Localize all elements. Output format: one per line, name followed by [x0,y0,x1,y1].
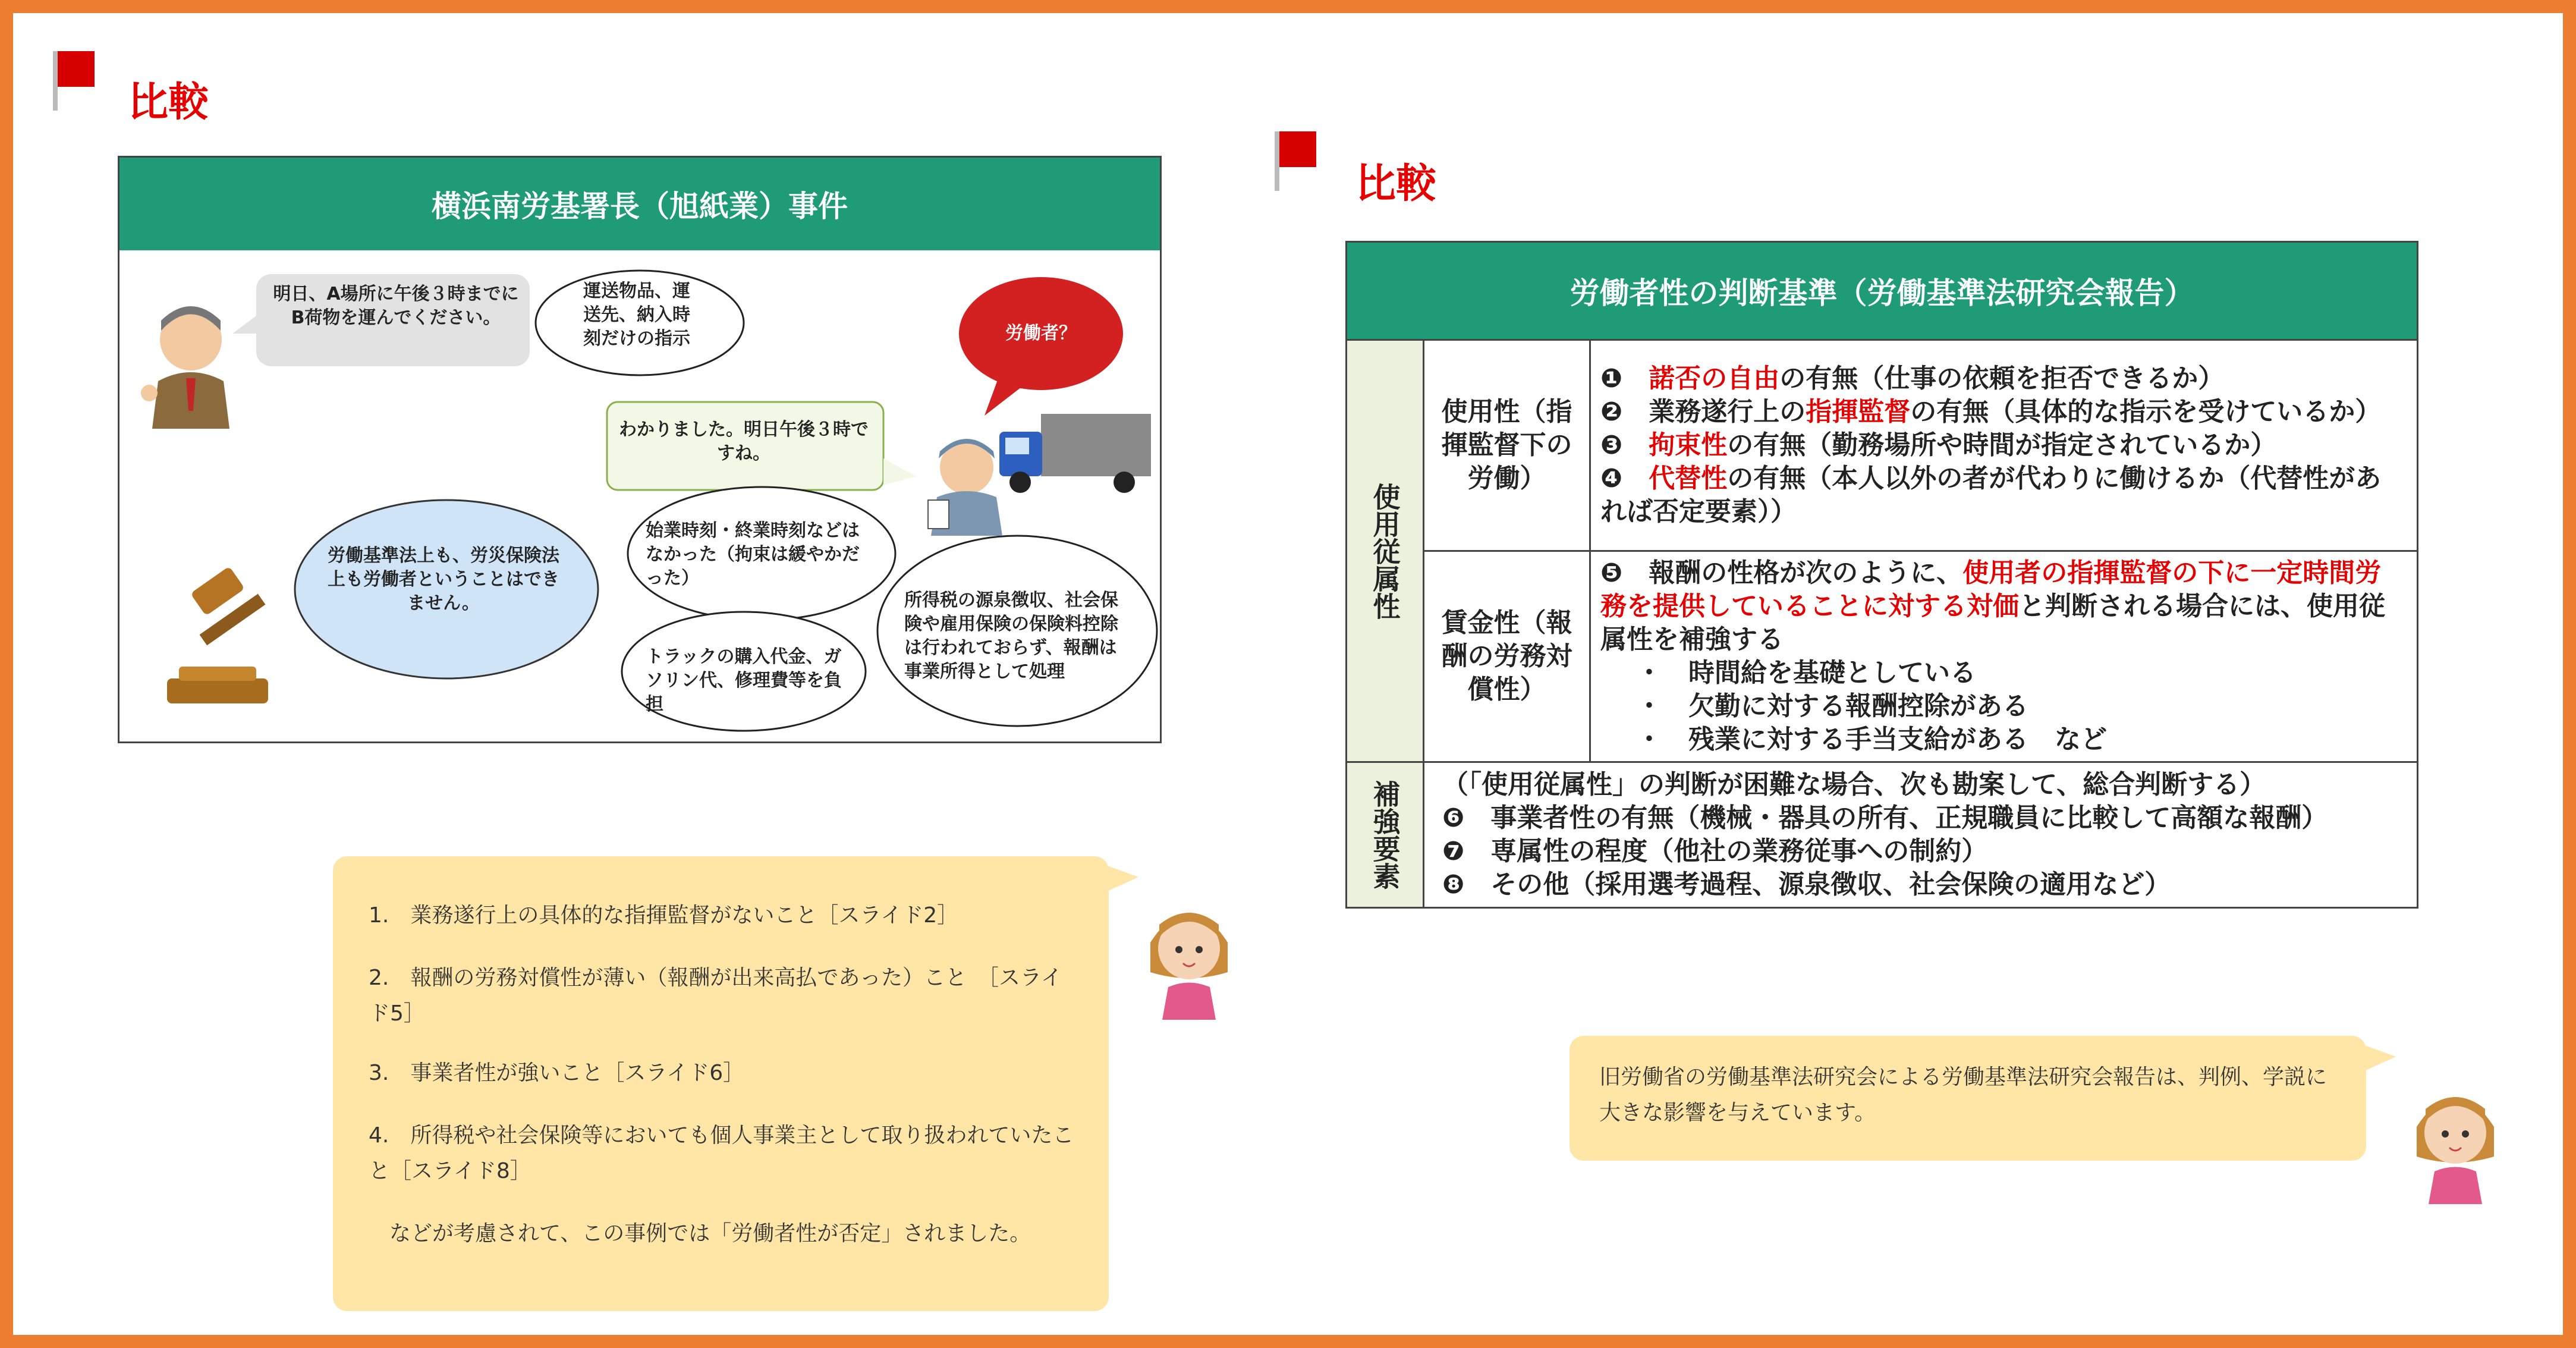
supp-item: ❽ その他（採用選考過程、源泉徴収、社会保険の適用など） [1442,869,2171,900]
supp-cell [1424,762,2418,908]
judgment-bubble-text: 労働基準法上も、労災保険法上も労働者ということはできません。 [328,545,559,614]
supp-item: ❼ 専属性の程度（他社の業務従事への制約） [1442,836,1988,866]
truck-cost-text: トラックの購入代金、ガソリン代、修理費等を負担 [646,646,842,715]
note-conclusion: などが考慮されて、この事例では「労働者性が否定」されました。 [389,1221,1031,1246]
left-note [333,856,1109,1311]
worker-question-text: 労働者？ [1005,323,1077,344]
flag-icon-right [1272,128,1320,193]
left-heading: 比較 [128,79,209,126]
girl-avatar-icon [1138,889,1240,1020]
note-item: 4. 所得税や社会保険等においても個人事業主として取り扱われていたこと［スライド8］ [369,1123,1074,1183]
supp-item: ❻ 事業者性の有無（機械・器具の所有、正規職員に比較して高額な報酬） [1442,803,2328,833]
instruction-bubble-text: 運送物品、運送先、納入時刻だけの指示 [583,281,690,349]
case-title: 横浜南労基署長（旭紙業）事件 [119,158,1160,250]
girl-avatar-icon-right [2405,1073,2506,1204]
note-tail [1106,865,1141,901]
wage-bullet: ・ 残業に対する手当支給がある など [1636,724,2107,755]
note-item: 3. 事業者性が強いこと［スライド6］ [369,1061,745,1085]
wage-bullet: ・ 欠勤に対する報酬控除がある [1636,691,2028,721]
usage-item: ❷ 業務遂行上の指揮監督の有無（具体的な指示を受けているか） [1600,397,2382,427]
truck-icon [999,414,1151,493]
wage-cell: ❺ 報酬の性格が次のように、使用者の指揮監督の下に一定時間労務を提供していることに対する対価と判断される場合には、使用従属性を補強する ・ 時間給を基礎としている ・ 欠勤に対する報酬控除がある ・ 残業に対する手当支給がある など [1590,551,2418,762]
wage-bullet: ・ 時間給を基礎としている [1636,658,1976,688]
note-tail-right [2363,1045,2399,1080]
tax-bubble-text: 所得税の源泉徴収、社会保険や雇用保険の保険料控除は行われておらず、報酬は事業所得として処理 [904,590,1118,682]
criteria-title: 労働者性の判断基準（労働基準法研究会報告） [1345,241,2418,341]
usage-item: ❹ 代替性の有無（本人以外の者が代わりに働けるか（代替性があれば否定要素）） [1600,463,2382,527]
right-note [1569,1036,2366,1161]
right-heading: 比較 [1355,161,1437,208]
boss-bubble-text: 明日、A場所に午後３時までにB荷物を運んでください。 [273,284,519,328]
usage-item: ❶ 諾否の自由の有無（仕事の依頼を拒否できるか） [1600,363,2225,394]
note-item: 1. 業務遂行上の具体的な指揮監督がないこと［スライド2］ [369,903,959,928]
working-hours-text: 始業時刻・終業時刻などはなかった（拘束は緩やかだった） [646,520,860,589]
usage-item: ❸ 拘束性の有無（勤務場所や時間が指定されているか） [1600,430,2277,460]
group-label-supp: 補強要素 [1347,762,1424,908]
right-note-text: 旧労働省の労働基準法研究会による労働基準法研究会報告は、判例、学説に大きな影響を与えています。 [1599,1065,2327,1125]
supp-intro: （「使用従属性」の判断が困難な場合、次も勘案して、総合判断する） [1442,769,2266,800]
boss-icon [141,306,229,429]
group-label-main: 使用従属性 [1347,340,1424,762]
case-panel [118,156,1162,743]
gavel-icon [167,566,268,703]
note-item: 2. 報酬の労務対償性が薄い（報酬が出来高払であった）こと ［スライド5］ [369,966,1062,1026]
reply-bubble-text: わかりました。明日午後３時ですね。 [619,419,869,464]
usage-cell [1590,340,2418,551]
usage-label: 使用性（指揮監督下の労働） [1424,340,1590,551]
flag-icon [51,48,98,113]
worker-icon [928,439,1002,536]
criteria-table [1345,241,2418,909]
wage-label: 賃金性（報酬の労務対償性） [1424,551,1590,762]
